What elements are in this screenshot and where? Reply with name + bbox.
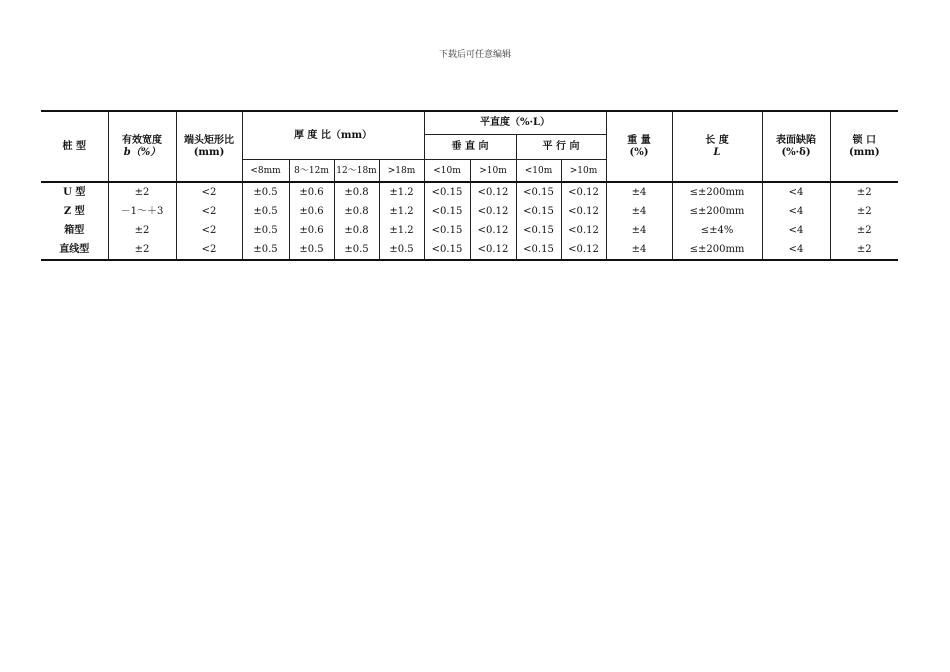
- table-cell: <0.12: [470, 240, 516, 260]
- table-cell: ≤±200mm: [672, 202, 762, 221]
- table-cell: ±1.2: [379, 183, 424, 202]
- table-cell: －1～＋3: [108, 202, 176, 221]
- table-cell: <2: [176, 202, 242, 221]
- table-cell: <4: [762, 202, 830, 221]
- surface-unit: (%·δ): [781, 146, 811, 158]
- table-cell: ±0.6: [289, 221, 334, 240]
- lock-label: 锁 口: [852, 134, 876, 146]
- table-row: [41, 221, 898, 240]
- table-cell: ≤±4%: [672, 221, 762, 240]
- table-cell: ±2: [830, 240, 898, 260]
- table-cell: ±0.8: [334, 221, 379, 240]
- sub-header-par-lt10: <10m: [516, 160, 561, 183]
- surface-label: 表面缺陷: [776, 134, 817, 146]
- col-header-thickness: 厚 度 比（mm）: [242, 111, 424, 160]
- table-cell: <2: [176, 221, 242, 240]
- table-cell: <4: [762, 240, 830, 260]
- table-cell: ±1.2: [379, 202, 424, 221]
- table-cell: ±0.8: [334, 202, 379, 221]
- weight-unit: (%): [629, 146, 649, 158]
- table-cell: ±2: [830, 221, 898, 240]
- sub-header-thk-lt8: <8mm: [242, 160, 289, 183]
- length-unit: L: [713, 146, 721, 158]
- table-cell: <0.15: [516, 202, 561, 221]
- table-cell: <0.12: [561, 183, 606, 202]
- table-row: [41, 183, 898, 202]
- col-header-effective-width: [108, 111, 176, 182]
- table-cell: <0.12: [470, 183, 516, 202]
- table-cell: ±0.6: [289, 183, 334, 202]
- effective-width-label: 有效宽度: [122, 134, 162, 146]
- col-header-pile-type: 桩 型: [41, 111, 108, 182]
- table-cell: <0.12: [470, 221, 516, 240]
- table-cell: ±0.5: [242, 202, 289, 221]
- table-cell: <4: [762, 183, 830, 202]
- table-cell: <4: [762, 221, 830, 240]
- table-cell: <0.15: [516, 183, 561, 202]
- end-rect-label: 端头矩形比: [184, 134, 234, 146]
- table-cell: <0.15: [424, 202, 470, 221]
- table-cell: ±1.2: [379, 221, 424, 240]
- end-rect-unit: (mm): [193, 146, 225, 158]
- table-cell: ±2: [108, 221, 176, 240]
- table-cell: ±0.5: [379, 240, 424, 260]
- tolerance-table: [41, 110, 898, 261]
- sub-header-vert-lt10: <10m: [424, 160, 470, 183]
- table-body: [41, 183, 898, 260]
- table-cell: ±0.5: [242, 221, 289, 240]
- col-header-straightness: 平直度（%·L）: [424, 111, 606, 135]
- table-cell: <0.12: [561, 202, 606, 221]
- table-cell: ±0.5: [334, 240, 379, 260]
- table-cell: <0.15: [424, 221, 470, 240]
- col-header-vertical: 垂 直 向: [424, 135, 516, 160]
- weight-label: 重 量: [627, 134, 651, 146]
- col-header-surface-defects: [762, 111, 830, 182]
- table-cell: ±2: [830, 202, 898, 221]
- table-cell: ±0.5: [242, 240, 289, 260]
- table-cell: ±0.8: [334, 183, 379, 202]
- table-cell: ≤±200mm: [672, 183, 762, 202]
- table-cell: ±0.6: [289, 202, 334, 221]
- table-cell: <0.15: [424, 240, 470, 260]
- table-cell: ±4: [606, 202, 672, 221]
- sub-header-thk-gt18: >18m: [379, 160, 424, 183]
- table-cell: ±2: [830, 183, 898, 202]
- row-pile-type: U 型: [63, 186, 86, 198]
- table-cell: <0.15: [424, 183, 470, 202]
- sub-header-par-gt10: >10m: [561, 160, 606, 183]
- table-cell: ±4: [606, 240, 672, 260]
- col-header-weight: [606, 111, 672, 182]
- effective-width-unit: b（%）: [123, 146, 161, 158]
- table-cell: <0.15: [516, 221, 561, 240]
- sub-header-thk-8-12: 8～12m: [289, 160, 334, 183]
- table-cell: ±4: [606, 183, 672, 202]
- table-cell: <0.12: [561, 240, 606, 260]
- table-cell: <0.15: [516, 240, 561, 260]
- page-header-note: 下载后可任意编辑: [438, 50, 511, 60]
- col-header-lock: [830, 111, 898, 182]
- lock-unit: (mm): [848, 146, 880, 158]
- row-pile-type: 直线型: [41, 240, 108, 260]
- table-cell: ≤±200mm: [672, 240, 762, 260]
- table-cell: ±0.5: [289, 240, 334, 260]
- table-cell: <2: [176, 240, 242, 260]
- sub-header-thk-12-18: 12～18m: [334, 160, 379, 183]
- table-cell: <2: [176, 183, 242, 202]
- table-cell: ±2: [108, 183, 176, 202]
- table-cell: <0.12: [561, 221, 606, 240]
- sub-header-vert-gt10: >10m: [470, 160, 516, 183]
- table-cell: ±2: [108, 240, 176, 260]
- length-label: 长 度: [705, 134, 729, 146]
- table-row: [41, 240, 898, 260]
- row-pile-type: Z 型: [63, 205, 85, 217]
- table-cell: ±0.5: [242, 183, 289, 202]
- row-pile-type: 箱型: [64, 224, 85, 236]
- col-header-end-rectangularity: [176, 111, 242, 182]
- table-row: [41, 202, 898, 221]
- col-header-parallel: 平 行 向: [516, 135, 606, 160]
- col-header-length: [672, 111, 762, 182]
- table-cell: ±4: [606, 221, 672, 240]
- table-cell: <0.12: [470, 202, 516, 221]
